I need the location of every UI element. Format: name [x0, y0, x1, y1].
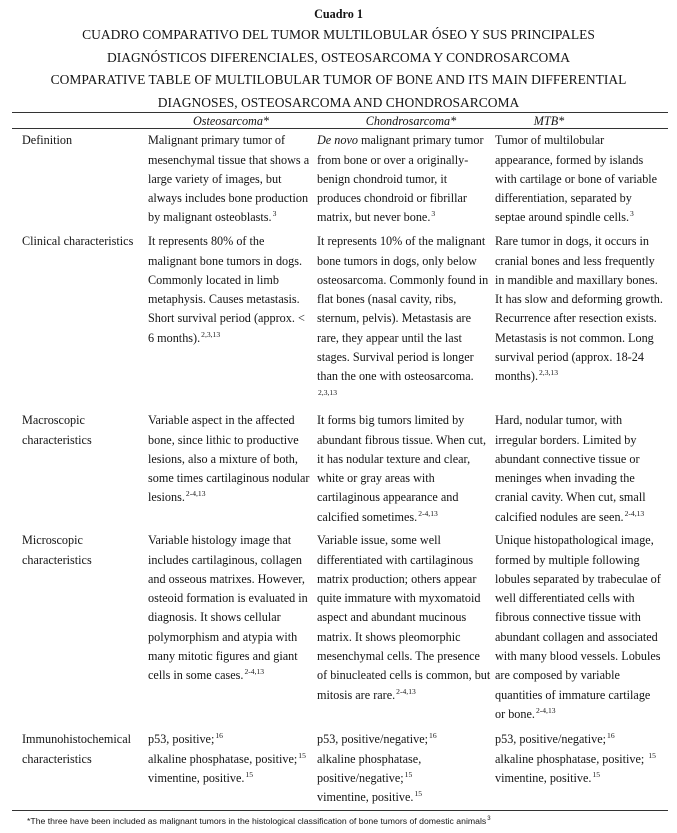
cell-line: differentiation, separated by	[495, 191, 632, 206]
cell-line: malignant bone tumors in dogs.	[148, 253, 303, 268]
column-header-osteosarcoma: Osteosarcoma*	[192, 114, 270, 128]
table-footnote	[27, 813, 491, 829]
cell-line	[317, 686, 490, 705]
cell-line: sternum, pelvis). Metastasis are	[317, 311, 471, 326]
row-label-line: characteristics	[22, 751, 92, 766]
cell-macroscopic-characteristics-mtb	[495, 411, 646, 527]
reference-superscript: 2-4,13	[396, 686, 416, 696]
cell-line: of binucleated cells is common, but	[317, 668, 491, 683]
cell-line: quantities of immature cartilage	[495, 687, 651, 702]
cell-line	[148, 769, 306, 788]
cell-line: matrix production; others appear	[317, 571, 477, 586]
reference-superscript: 3	[431, 209, 436, 219]
cell-line-text: alkaline phosphatase, positive;	[495, 751, 648, 766]
cell-line: Unique histopathological image,	[495, 533, 654, 548]
cell-line	[317, 387, 488, 406]
cell-line-text: calcified sometimes.	[317, 509, 418, 524]
cell-line: fibrous connective tissue with	[495, 610, 641, 625]
cell-line	[148, 666, 308, 685]
cell-line	[495, 730, 656, 749]
reference-superscript: 15	[245, 769, 254, 779]
title-es-line: CUADRO COMPARATIVO DEL TUMOR MULTILOBULAR ÓSEO Y SUS PRINCIPALES	[82, 27, 595, 42]
reference-superscript: 15	[414, 789, 423, 799]
cell-line	[148, 208, 309, 227]
row-label-immunohistochemical-characteristics	[22, 730, 131, 769]
cell-line-text: lesions.	[148, 490, 185, 505]
cell-line-text: alkaline phosphatase, positive;	[148, 751, 298, 766]
cell-line: Recurrence after resection exists.	[495, 311, 657, 326]
cell-line: always includes bone production	[148, 191, 309, 206]
table-row-microscopic-characteristics	[0, 531, 677, 721]
reference-superscript: 2-4,13	[185, 489, 206, 499]
cell-microscopic-characteristics-osteosarcoma	[148, 531, 308, 685]
cell-line-text: mitosis are rare.	[317, 687, 396, 702]
cell-line: many mitotic figures and giant	[148, 649, 298, 664]
reference-superscript: 3	[630, 209, 634, 219]
cell-line: stages. Survival period is longer	[317, 350, 474, 365]
cell-line: diagnosis. It shows cellular	[148, 610, 281, 625]
cell-line: well differentiated cells with	[495, 591, 635, 606]
cell-line	[148, 488, 309, 507]
cell-line: meninges when invading the	[495, 471, 635, 486]
footnote-text: *The three have been included as malignant tumors in the histological classification of bone tumors of domestic animals	[27, 816, 487, 826]
table-number: Cuadro 1	[314, 7, 363, 21]
cell-line-text: calcified nodules are seen.	[495, 509, 624, 524]
cell-definition-chondrosarcoma	[317, 131, 484, 227]
cell-line	[148, 750, 306, 769]
reference-superscript: 16	[215, 731, 223, 741]
cell-line: It represents 80% of the	[148, 234, 265, 249]
cell-immunohistochemical-characteristics-osteosarcoma	[148, 730, 306, 788]
cell-line-text: septae around spindle cells.	[495, 210, 630, 225]
cell-line-text: p53, positive/negative;	[495, 732, 607, 747]
reference-superscript: 2-4,13	[244, 667, 265, 677]
row-label-line: characteristics	[22, 552, 92, 567]
italic-term: De novo	[317, 133, 358, 148]
cell-line-text: p53, positive;	[148, 732, 215, 747]
cell-definition-mtb	[495, 131, 657, 227]
title-es-line: DIAGNÓSTICOS DIFERENCIALES, OSTEOSARCOMA Y CONDROSARCOMA	[107, 49, 570, 65]
row-label-microscopic-characteristics	[22, 531, 92, 570]
cell-line: metaphysis. Causes metastasis.	[148, 292, 300, 307]
cell-macroscopic-characteristics-chondrosarcoma	[317, 411, 486, 527]
cell-line: lesions, also a mixture of both,	[148, 451, 298, 466]
row-label-macroscopic-characteristics	[22, 411, 92, 450]
table-row-clinical-characteristics	[0, 232, 677, 397]
cell-line: it has nodular texture and clear,	[317, 451, 471, 466]
cell-line	[317, 508, 486, 527]
cell-line	[148, 329, 305, 348]
table-row-definition	[0, 131, 677, 225]
reference-superscript: 3	[272, 209, 277, 219]
cell-line: rare, they appear until the last	[317, 330, 462, 345]
cell-clinical-characteristics-chondrosarcoma	[317, 232, 488, 406]
cell-line-text: or bone.	[495, 706, 535, 721]
cell-line: than the one with osteosarcoma.	[317, 369, 474, 384]
table-row-immunohistochemical-characteristics	[0, 730, 677, 805]
cell-line: white or gray areas with	[317, 471, 435, 486]
cell-line	[317, 788, 437, 807]
cell-line: Tumor of multilobular	[495, 133, 605, 148]
header-bottom-rule	[12, 128, 668, 129]
reference-superscript: 2-4,13	[535, 705, 556, 715]
cell-line: cranial cavity. When cut, small	[495, 490, 646, 505]
cell-line: It forms big tumors limited by	[317, 413, 465, 428]
cell-line: abundant connective tissue or	[495, 451, 640, 466]
cell-line-text: vimentine, positive.	[317, 790, 414, 805]
cell-line: are composed by variable	[495, 668, 620, 683]
cell-line	[317, 208, 484, 227]
row-label-clinical-characteristics	[22, 232, 133, 251]
cell-line-text: months).	[495, 369, 538, 384]
cell-line: polymorphism and atypia with	[148, 629, 298, 644]
cell-line-text: matrix, but never bone.	[317, 210, 431, 225]
cell-line: from bone or over a originally-	[317, 152, 469, 167]
reference-superscript: 15	[648, 750, 656, 760]
cell-line: lobules separated by trabeculae of	[495, 571, 661, 586]
cell-line: formed by multiple following	[495, 552, 640, 567]
cell-line: includes cartilaginous, collagen	[148, 552, 302, 567]
cell-line: Variable aspect in the affected	[148, 413, 295, 428]
cell-line	[495, 750, 656, 769]
cell-line-text: positive/negative;	[317, 770, 404, 785]
row-label-line: Immunohistochemical	[22, 732, 131, 747]
cell-line	[317, 730, 437, 749]
cell-line: cranial bones and less frequently	[495, 253, 655, 268]
reference-superscript: 2,3,13	[201, 329, 221, 339]
column-header-mtb: MTB*	[533, 114, 565, 128]
row-label-line: Microscopic	[22, 533, 83, 548]
cell-line: survival period (approx. 18-24	[495, 350, 644, 365]
title-en-line: COMPARATIVE TABLE OF MULTILOBULAR TUMOR OF BONE AND ITS MAIN DIFFERENTIAL	[50, 72, 627, 87]
cell-line: aspect and abundant mucinous	[317, 610, 467, 625]
cell-line: Variable histology image that	[148, 533, 292, 548]
header-top-rule	[12, 112, 668, 113]
cell-line: differentiated with cartilaginous	[317, 552, 474, 567]
reference-superscript: 16	[607, 731, 615, 741]
reference-superscript: 2,3,13	[318, 387, 337, 397]
cell-line: It represents 10% of the malignant	[317, 234, 486, 249]
cell-microscopic-characteristics-chondrosarcoma	[317, 531, 490, 705]
cell-definition-osteosarcoma	[148, 131, 309, 227]
cell-line: benign chondroid tumor, it	[317, 171, 448, 186]
cell-line: Short survival period (approx. <	[148, 311, 305, 326]
cell-line-text: p53, positive/negative;	[317, 732, 429, 747]
reference-superscript: 2-4,13	[418, 508, 438, 518]
row-label-line: Macroscopic	[22, 413, 85, 428]
cell-line: flat bones (nasal cavity, ribs,	[317, 292, 457, 307]
row-label-line: characteristics	[22, 432, 92, 447]
cell-line: Malignant primary tumor of	[148, 133, 286, 148]
cell-line: with cartilage or bone of variable	[495, 171, 658, 186]
cell-line	[317, 769, 437, 788]
cell-line	[495, 208, 657, 227]
cell-line: osteoid formation is evaluated in	[148, 591, 308, 606]
cell-line-text: malignant primary tumor	[361, 133, 484, 148]
cell-line: cartilaginous appearance and	[317, 490, 459, 505]
cell-line: with many blood vessels. Lobules	[495, 649, 661, 664]
cell-line: Commonly located in limb	[148, 272, 280, 287]
cell-line: matrix. It shows pleomorphic	[317, 629, 461, 644]
table-bottom-rule	[12, 810, 668, 811]
cell-line: Variable issue, some well	[317, 533, 441, 548]
reference-superscript: 3	[487, 816, 491, 822]
row-label-definition	[22, 131, 72, 150]
cell-line: It has slow and deforming growth.	[495, 292, 663, 307]
cell-line: alkaline phosphatase,	[317, 751, 422, 766]
cell-line	[148, 730, 306, 749]
cell-line: bone, since lithic to productive	[148, 432, 299, 447]
cell-line: mesenchymal cells. The presence	[317, 649, 480, 664]
cell-line-text: cells in some cases.	[148, 668, 244, 683]
column-header-chondrosarcoma: Chondrosarcoma*	[365, 114, 457, 128]
cell-line: Hard, nodular tumor, with	[495, 413, 623, 428]
cell-macroscopic-characteristics-osteosarcoma	[148, 411, 309, 507]
cell-line: some times cartilaginous nodular	[148, 471, 310, 486]
cell-line-text: vimentine, positive.	[148, 770, 245, 785]
cell-clinical-characteristics-mtb	[495, 232, 663, 386]
table-row-macroscopic-characteristics	[0, 411, 677, 524]
cell-line	[317, 131, 484, 150]
reference-superscript: 16	[429, 731, 437, 741]
row-label-line: Definition	[22, 133, 73, 148]
cell-line: appearance, formed by islands	[495, 152, 644, 167]
cell-line-text: vimentine, positive.	[495, 770, 592, 785]
cell-immunohistochemical-characteristics-mtb	[495, 730, 656, 788]
cell-immunohistochemical-characteristics-chondrosarcoma	[317, 730, 437, 807]
cell-line: irregular borders. Limited by	[495, 432, 637, 447]
cell-line: osteosarcoma. Commonly found in	[317, 272, 489, 287]
cell-line: abundant collagen and associated	[495, 629, 658, 644]
reference-superscript: 2-4,13	[624, 508, 645, 518]
reference-superscript: 15	[404, 769, 413, 779]
reference-superscript: 2,3,13	[539, 368, 558, 378]
cell-clinical-characteristics-osteosarcoma	[148, 232, 305, 348]
title-en-line: DIAGNOSES, OSTEOSARCOMA AND CHONDROSARCOMA	[157, 94, 520, 110]
row-label-line: Clinical characteristics	[22, 234, 134, 249]
cell-line-text: 6 months).	[148, 330, 201, 345]
cell-microscopic-characteristics-mtb	[495, 531, 661, 724]
cell-line: produces chondroid or fibrillar	[317, 191, 467, 206]
cell-line: Rare tumor in dogs, it occurs in	[495, 234, 650, 249]
cell-line	[495, 508, 646, 527]
cell-line	[495, 769, 656, 788]
cell-line: abundant fibrous tissue. When cut,	[317, 432, 487, 447]
reference-superscript: 15	[298, 750, 306, 760]
cell-line: mesenchymal tissue that shows a	[148, 152, 310, 167]
cell-line: and osseous matrixes. However,	[148, 571, 305, 586]
cell-line-text: by malignant osteoblasts.	[148, 210, 272, 225]
cell-line	[495, 705, 661, 724]
cell-line: large variety of images, but	[148, 171, 282, 186]
cell-line: in mandible and maxillary bones.	[495, 272, 658, 287]
table-title	[0, 24, 677, 114]
reference-superscript: 15	[592, 769, 601, 779]
cell-line: Metastasis is not common. Long	[495, 330, 654, 345]
cell-line	[495, 367, 663, 386]
cell-line: quite immature with myxomatoid	[317, 591, 481, 606]
cell-line: bone tumors in dogs, only below	[317, 253, 477, 268]
